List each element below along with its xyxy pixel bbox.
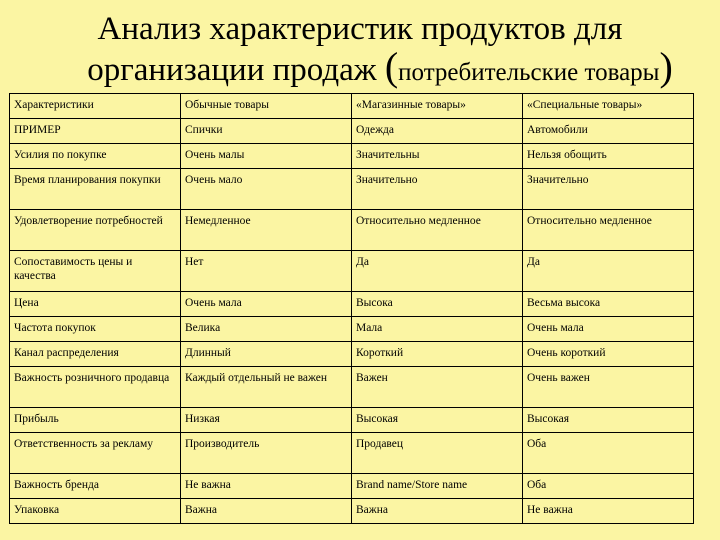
table-cell: Значительны	[352, 144, 523, 169]
table-cell: Упаковка	[10, 499, 181, 524]
title-line-1: Анализ характеристик продуктов для	[97, 11, 623, 47]
title-line-2	[40, 44, 720, 92]
table-row	[10, 367, 694, 408]
table-cell: Важен	[352, 367, 523, 408]
table-cell: Очень малы	[181, 144, 352, 169]
table-cell: Весьма высока	[523, 292, 694, 317]
table-cell: Велика	[181, 317, 352, 342]
table-row	[10, 342, 694, 367]
table-row	[10, 144, 694, 169]
table-row	[10, 317, 694, 342]
table-cell: Длинный	[181, 342, 352, 367]
table-row	[10, 251, 694, 292]
table-cell: Мала	[352, 317, 523, 342]
table-cell: Частота покупок	[10, 317, 181, 342]
table-cell: Очень мала	[181, 292, 352, 317]
table-cell: Каждый отдельный не важен	[181, 367, 352, 408]
table-cell: Важность розничного продавца	[10, 367, 181, 408]
table-row	[10, 474, 694, 499]
table-cell: Ответственность за рекламу	[10, 433, 181, 474]
table-cell: Цена	[10, 292, 181, 317]
table-cell: Характеристики	[10, 94, 181, 119]
table-cell: Низкая	[181, 408, 352, 433]
table-cell: Продавец	[352, 433, 523, 474]
page-title	[0, 10, 720, 92]
table-row	[10, 499, 694, 524]
table-row	[10, 408, 694, 433]
table-cell: Высока	[352, 292, 523, 317]
table-cell: Значительно	[352, 169, 523, 210]
table-cell: Относительно медленное	[523, 210, 694, 251]
table-cell: Важна	[181, 499, 352, 524]
table-cell: «Специальные товары»	[523, 94, 694, 119]
table-cell: Не важна	[523, 499, 694, 524]
table-cell: Удовлетворение потребностей	[10, 210, 181, 251]
table-cell: Да	[352, 251, 523, 292]
table-cell: Высокая	[352, 408, 523, 433]
table-cell: Brand name/Store name	[352, 474, 523, 499]
table-cell: Оба	[523, 474, 694, 499]
table-row	[10, 210, 694, 251]
table-cell: Одежда	[352, 119, 523, 144]
characteristics-table-container	[9, 93, 693, 524]
table-cell: Относительно медленное	[352, 210, 523, 251]
title-main-text: организации продаж	[87, 52, 385, 88]
characteristics-table	[9, 93, 694, 524]
title-subtitle: потребительские товары	[398, 59, 660, 86]
table-cell: Значительно	[523, 169, 694, 210]
table-cell: Важность бренда	[10, 474, 181, 499]
table-cell: Оба	[523, 433, 694, 474]
title-paren-close: )	[659, 44, 673, 89]
table-row	[10, 433, 694, 474]
table-cell: Сопоставимость цены и качества	[10, 251, 181, 292]
table-cell: Очень мала	[523, 317, 694, 342]
table-cell: Не важна	[181, 474, 352, 499]
table-cell: Канал распределения	[10, 342, 181, 367]
table-cell: Нет	[181, 251, 352, 292]
table-cell: Очень короткий	[523, 342, 694, 367]
table-cell: Прибыль	[10, 408, 181, 433]
table-cell: Да	[523, 251, 694, 292]
table-cell: Очень мало	[181, 169, 352, 210]
table-cell: Высокая	[523, 408, 694, 433]
table-cell: Нельзя обощить	[523, 144, 694, 169]
table-cell: Автомобили	[523, 119, 694, 144]
title-paren-open: (	[384, 44, 399, 89]
table-header-row	[10, 94, 694, 119]
table-cell: Спички	[181, 119, 352, 144]
table-row	[10, 169, 694, 210]
table-cell: Обычные товары	[181, 94, 352, 119]
table-cell: Очень важен	[523, 367, 694, 408]
table-cell: Усилия по покупке	[10, 144, 181, 169]
table-cell: «Магазинные товары»	[352, 94, 523, 119]
table-row	[10, 119, 694, 144]
table-row	[10, 292, 694, 317]
table-cell: Важна	[352, 499, 523, 524]
table-cell: ПРИМЕР	[10, 119, 181, 144]
table-cell: Немедленное	[181, 210, 352, 251]
table-cell: Короткий	[352, 342, 523, 367]
table-cell: Производитель	[181, 433, 352, 474]
table-cell: Время планирования покупки	[10, 169, 181, 210]
